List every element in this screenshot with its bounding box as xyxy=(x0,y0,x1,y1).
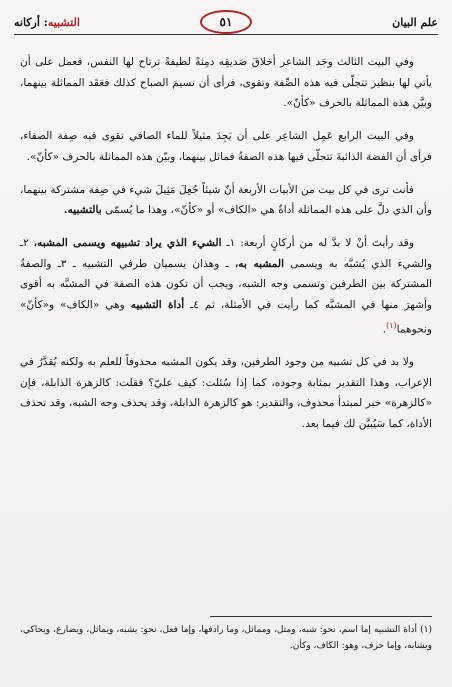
section-subtitle: : أركانه xyxy=(14,16,48,29)
p4-term-4: أداة التشبيه xyxy=(130,299,185,312)
paragraph-5: ولا بد في كل تشبيه من وجود الطرفين، وقد يكون المشبه محذوفاً للعلم به ولكنه يُقدَّرُ في الإعراب، وهذا التقدير بمثابة وجوده، كما إذا سُئلت: كيف عليّ؟ فقلت: كالزهرة الذابلة، فإن «كالزهرة» خبر لمبتدأ محذوف، والتقدير: هو كالزهرة الذابلة، وقد يحذف وجه الشبه، وقد تحذف الأداة، كما سَيُبيَّن لك فيما بعد. xyxy=(20,355,432,431)
p4-text-4: والصفةُ المشتركة بين الطرفين وتسمى وجه الشبه، ويجب أن تكون هذه الصفة في المشبَّه به أقوى وأشهرَ منها في المشبَّه كما رأيت في الأمثلة، ثم xyxy=(20,257,433,312)
paragraph-2: وفي البيت الرابع عَمِل الشاعِر على أن يَجِدَ مثيلاً للماء الصافي تقوى فيه صِفة الصفاء، فرأى أن الفضة الذائبةَ تتجلّى فيها هذه الصفةُ فماثل بينهما، وبيّن هذه المماثلة بالحرف «كأنّ». xyxy=(20,130,432,163)
footnote-divider xyxy=(210,616,432,617)
p4-term-2: المشبه به، xyxy=(234,257,285,270)
header-divider xyxy=(14,34,438,35)
p4-text-2a: والشيء الذي يُشبَّه به ويسمى xyxy=(290,257,432,270)
paragraph-4 xyxy=(20,233,432,340)
footnote: (١) أداة التشبيه إما اسم، نحو: شبه، ومثل، ومماثل، وما رادفها، وإما فعل، نحو: يشبه، ويماثل، ويضارع، ويحاكي، ويشابه، وإما حرف، وهو: الكاف، وكأن. xyxy=(20,625,432,651)
footnote-ref[interactable]: (١) xyxy=(386,320,397,330)
body-text xyxy=(20,52,432,447)
paragraph-3-term: بالتشبيه. xyxy=(63,204,102,217)
section-title xyxy=(14,16,80,29)
paragraph-3-text: فأنت ترى في كل بيت من الأبيات الأربعة أنّ شيئاً جُعِلَ مَثِيلَ شيء في صِفة مشتركة بينهما، وأن الذي دلَّ على هذه المماثلة أداةٌ هي «الكاف» أو «كأنّ»، وهذا ما يُسمّى xyxy=(20,183,432,217)
p4-intro: وقد رأيتَ أنْ لا بدَّ له من أركانٍ أربعة: ١ـ xyxy=(226,236,414,249)
running-title xyxy=(392,16,438,29)
p4-num-3: ٣ـ xyxy=(57,257,67,270)
p4-num-2: ٢ـ xyxy=(20,236,29,249)
book-title: علم البيان xyxy=(392,16,438,29)
p4-end: . xyxy=(382,323,387,336)
p4-term-1: الشيء الذي يراد تشبيهه ويسمى المشبه، xyxy=(33,236,222,249)
paragraph-3 xyxy=(20,180,432,221)
p4-text-6: وهي «الكاف» و«كأنّ» ونحوهما xyxy=(20,299,432,336)
p4-num-4: ٤ـ xyxy=(190,299,199,312)
p4-text-3: ـ وهذان يسميان طرفي التشبيه ـ xyxy=(72,257,229,270)
paragraph-1: وفي البيت الثالث وجَد الشاعر أخلاقَ صَديقِه دمِثةً لطيفةً ترتاح لها النفس، فعمل على أن يأتي لها بنظير تتجلّى فيه هذه الصِّفة وتقوى، فرأى أن نسيمَ الصباح كذلك فعَقَد المماثلة بينهما، وبيَّن هذه المماثلة بالحرف «كأنّ». xyxy=(20,56,432,110)
page-number: ٥١ xyxy=(200,10,252,34)
section-label: التشبيه xyxy=(47,16,80,29)
